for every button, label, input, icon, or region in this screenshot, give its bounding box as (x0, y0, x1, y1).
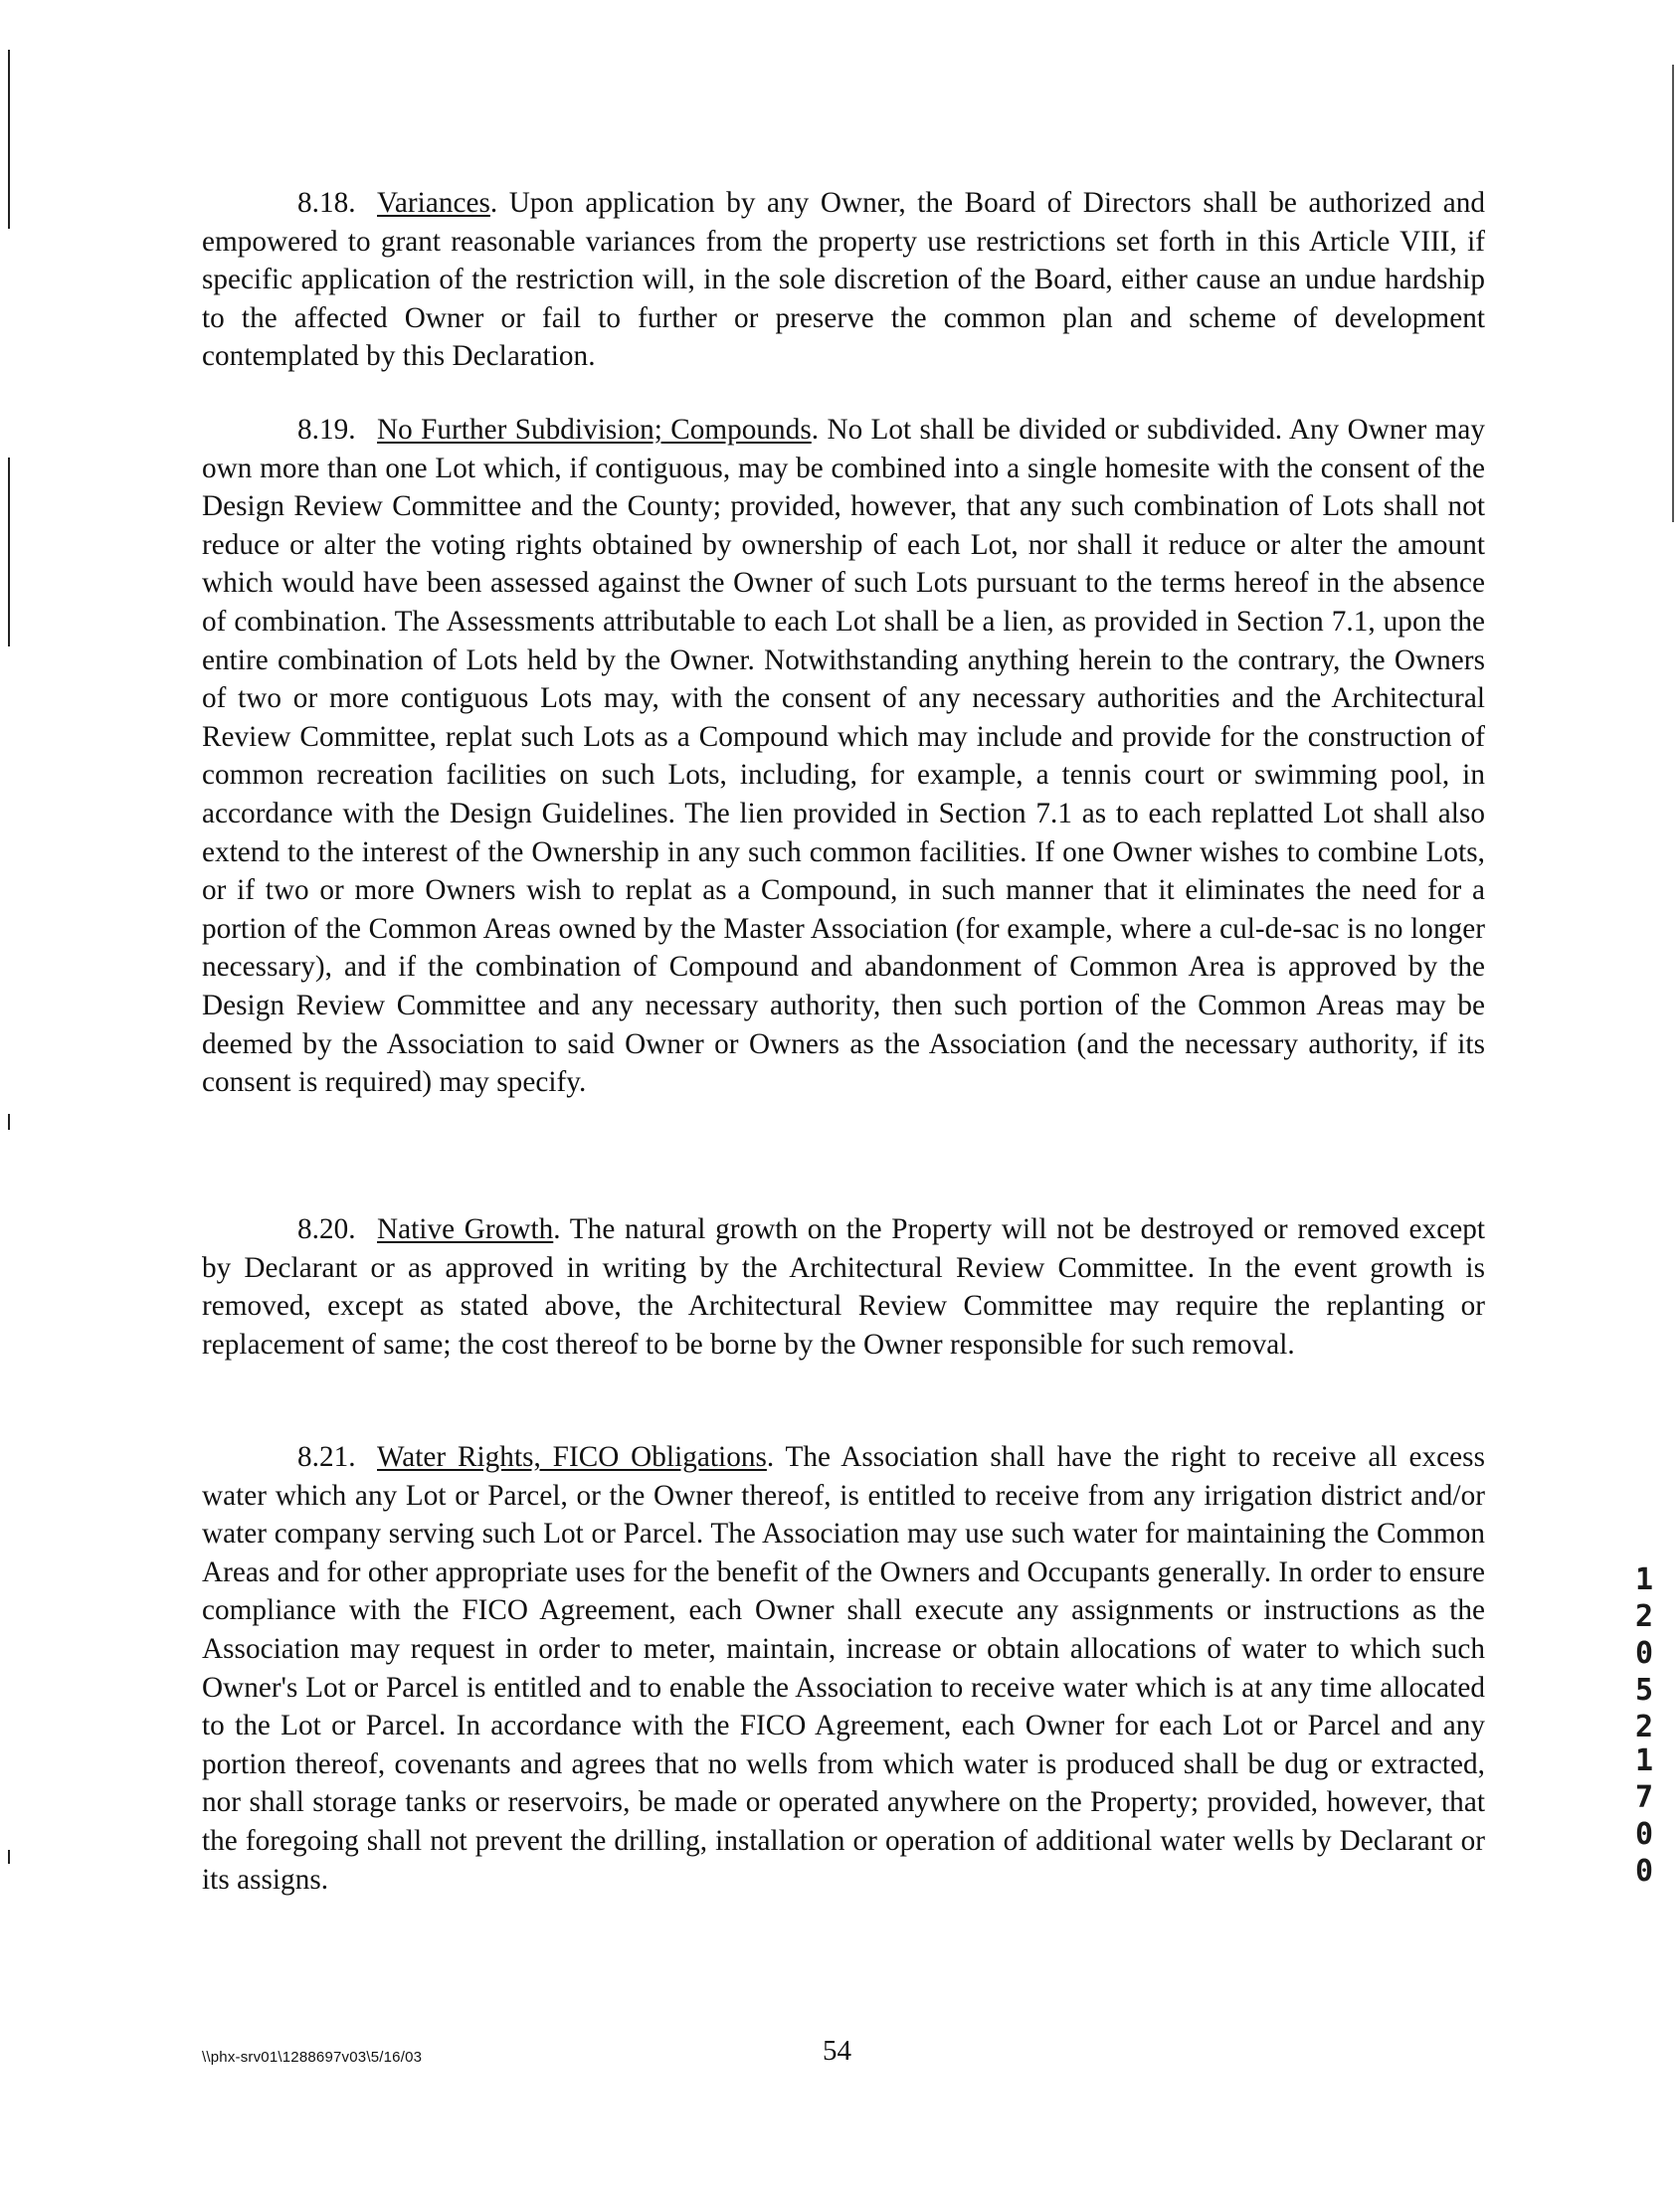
section-8-18 (202, 184, 1485, 376)
document-reference: \\phx-srv01\1288697v03\5/16/03 (202, 2049, 423, 2066)
section-title: Native Growth (377, 1213, 554, 1245)
scan-edge-mark (8, 1114, 10, 1130)
page-number: 54 (823, 2035, 851, 2067)
recording-number-stamp-top: 1 2 0 5 2 (1634, 1562, 1654, 1744)
scan-edge-mark (1672, 65, 1674, 522)
section-body: . No Lot shall be divided or subdivided. Any Owner may own more than one Lot which, if contiguous, may be combined into a single homesite with the consent of the Design Review Committee and the County; provided, however, that any such combination of Lots shall not reduce or alter the voting rights obtained by ownership of each Lot, nor shall it reduce or alter the amount which would have been assessed against the Owner of such Lots pursuant to the terms hereof in the absence of combination. The Assessments attributable to each Lot shall be a lien, as provided in Section 7.1, upon the entire combination of Lots held by the Owner. Notwithstanding anything herein to the contrary, the Owners of two or more contiguous Lots may, with the consent of any necessary authorities and the Architectural Review Committee, replat such Lots as a Compound which may include and provide for the construction of common recreation facilities on such Lots, including, for example, a tennis court or swimming pool, in accordance with the Design Guidelines. The lien provided in Section 7.1 as to each replatted Lot shall also extend to the interest of the Ownership in any such common facilities. If one Owner wishes to combine Lots, or if two or more Owners wish to replat as a Compound, in such manner that it eliminates the need for a portion of the Common Areas owned by the Master Association (for example, where a cul-de-sac is no longer necessary), and if the combination of Compound and abandonment of Common Area is approved by the Design Review Committee and any necessary authority, then such portion of the Common Areas may be deemed by the Association to said Owner or Owners as the Association (and the necessary authority, if its consent is required) may specify. (202, 414, 1485, 1099)
section-body: . The natural growth on the Property will not be destroyed or removed except by Declarant or as approved in writing by the Architectural Review Committee. In the event growth is removed, except as stated above, the Architectural Review Committee may require the replanting or replacement of same; the cost thereof to be borne by the Owner responsible for such removal. (202, 1213, 1486, 1361)
section-8-21 (202, 1438, 1485, 1899)
section-number: 8.19. (297, 414, 356, 446)
section-8-19 (202, 411, 1485, 1102)
section-title: Variances (377, 187, 490, 219)
scan-edge-mark (8, 1850, 10, 1864)
section-title: No Further Subdivision; Compounds (377, 414, 812, 446)
section-number: 8.20. (297, 1213, 356, 1245)
section-8-20 (202, 1210, 1485, 1364)
scan-edge-mark (8, 457, 10, 646)
section-body: . Upon application by any Owner, the Board of Directors shall be authorized and empowered to grant reasonable variances from the property use restrictions set forth in this Article VIII, if specific application of the restriction will, in the sole discretion of the Board, either cause an undue hardship to the affected Owner or fail to further or preserve the common plan and scheme of development contemplated by this Declaration. (202, 187, 1485, 373)
scan-edge-mark (8, 50, 10, 229)
section-number: 8.18. (297, 187, 356, 219)
section-title: Water Rights, FICO Obligations (377, 1441, 767, 1473)
section-number: 8.21. (297, 1441, 356, 1473)
recording-number-stamp-bottom: 1 7 0 0 (1634, 1743, 1654, 1889)
section-body: . The Association shall have the right to receive all excess water which any Lot or Parcel, or the Owner thereof, is entitled to receive from any irrigation district and/or water company serving such Lot or Parcel. The Association may use such water for maintaining the Common Areas and for other appropriate uses for the benefit of the Owners and Occupants generally. In order to ensure compliance with the FICO Agreement, each Owner shall execute any assignments or instructions as the Association may request in order to meter, maintain, increase or obtain allocations of water to which such Owner's Lot or Parcel is entitled and to enable the Association to receive water which is at any time allocated to the Lot or Parcel. In accordance with the FICO Agreement, each Owner for each Lot or Parcel and any portion thereof, covenants and agrees that no wells from which water is produced shall be dug or extracted, nor shall storage tanks or reservoirs, be made or operated anywhere on the Property; provided, however, that the foregoing shall not prevent the drilling, installation or operation of additional water wells by Declarant or its assigns. (202, 1441, 1485, 1896)
